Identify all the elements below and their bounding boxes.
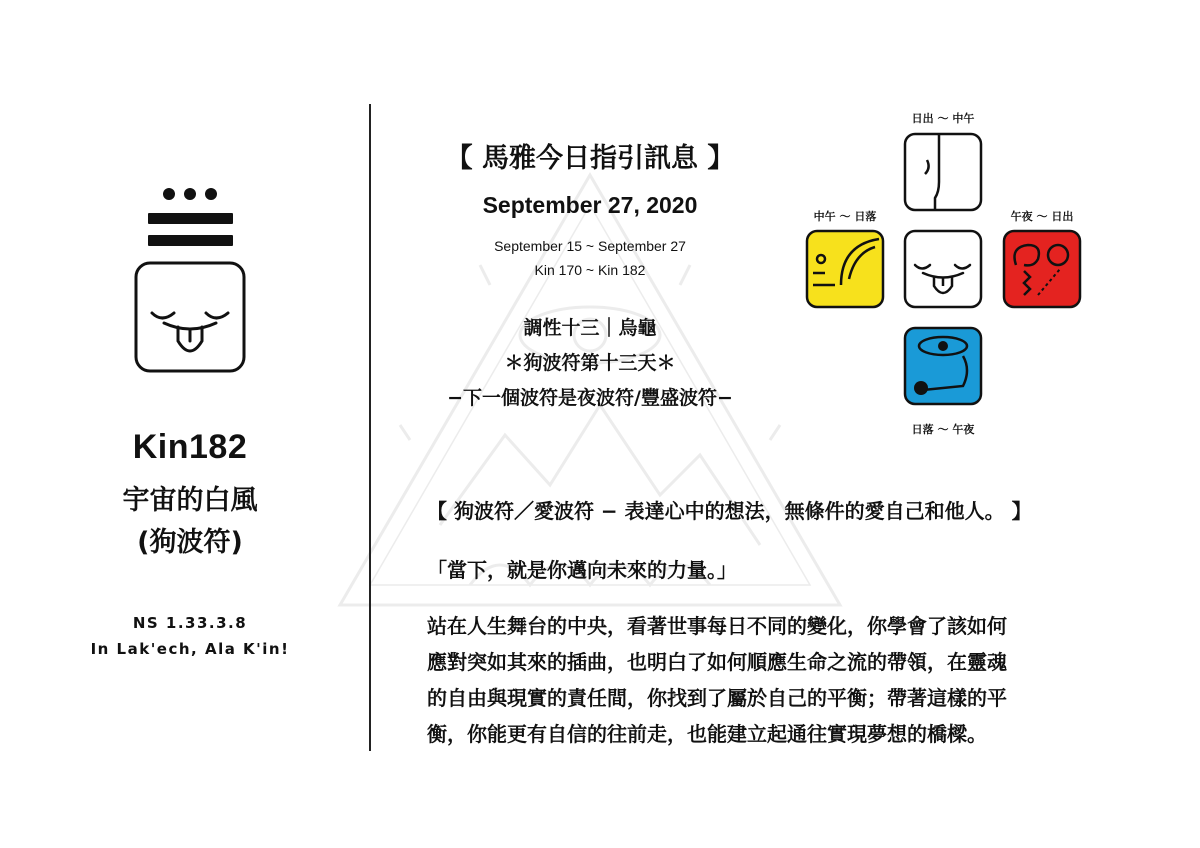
wavespell-date-range: September 15 ~ September 27 [494,238,686,254]
white-wind-glyph-icon [134,261,246,373]
destiny-white-wind-icon [903,229,983,309]
date-heading: September 27, 2020 [482,192,698,218]
wavespell-kin-range: Kin 170 ~ Kin 182 [534,262,646,278]
vertical-divider [369,104,371,751]
daily-quote: 「當下，就是你邁向未來的力量。」 [427,558,737,582]
kin-wavespell: (狗波符) [137,527,243,558]
page-title: 【 馬雅今日指引訊息 】 [445,143,735,174]
kin-name: 宇宙的白風 [122,485,258,516]
paragraph-line: 衡，你能更有自信的往前走，也能建立起通往實現夢想的橋樑。 [427,722,987,746]
tone-bar-2 [148,235,233,246]
analog-red-glyph-icon [1002,229,1082,309]
ns-date: NS 1.33.3.8 [132,614,248,632]
tone-dots [163,188,219,202]
paragraph-line: 的自由與現實的責任間，你找到了屬於自己的平衡；帶著這樣的平 [427,686,1007,710]
oracle-top-label: 日出 ～ 中午 [911,112,975,125]
wavespell-headline: 【 狗波符／愛波符 − 表達心中的想法，無條件的愛自己和他人。 】 [427,499,1032,523]
greeting: In Lak'ech, Ala K'in! [90,640,290,658]
occult-blue-glyph-icon [903,326,983,406]
oracle-right-label: 午夜 ～ 日出 [1010,210,1074,223]
paragraph-line: 應對突如其來的插曲，也明白了如何順應生命之流的帶領，在靈魂 [427,650,1007,674]
oracle-left-label: 中午 ～ 日落 [813,210,877,223]
guidance-paragraph [427,608,1127,752]
guide-white-glyph-icon [903,132,983,212]
oracle-bottom-label: 日落 ～ 午夜 [911,423,975,436]
antipode-yellow-glyph-icon [805,229,885,309]
tone-bar-1 [148,213,233,224]
wavespell-day: ＊狗波符第十三天＊ [504,352,676,374]
tone-line: 調性十三｜烏龜 [523,317,657,339]
next-wavespell: −下一個波符是夜波符/豐盛波符− [447,387,733,409]
kin-number: Kin182 [132,428,248,466]
paragraph-line: 站在人生舞台的中央，看著世事每日不同的變化，你學會了該如何 [427,614,1007,638]
